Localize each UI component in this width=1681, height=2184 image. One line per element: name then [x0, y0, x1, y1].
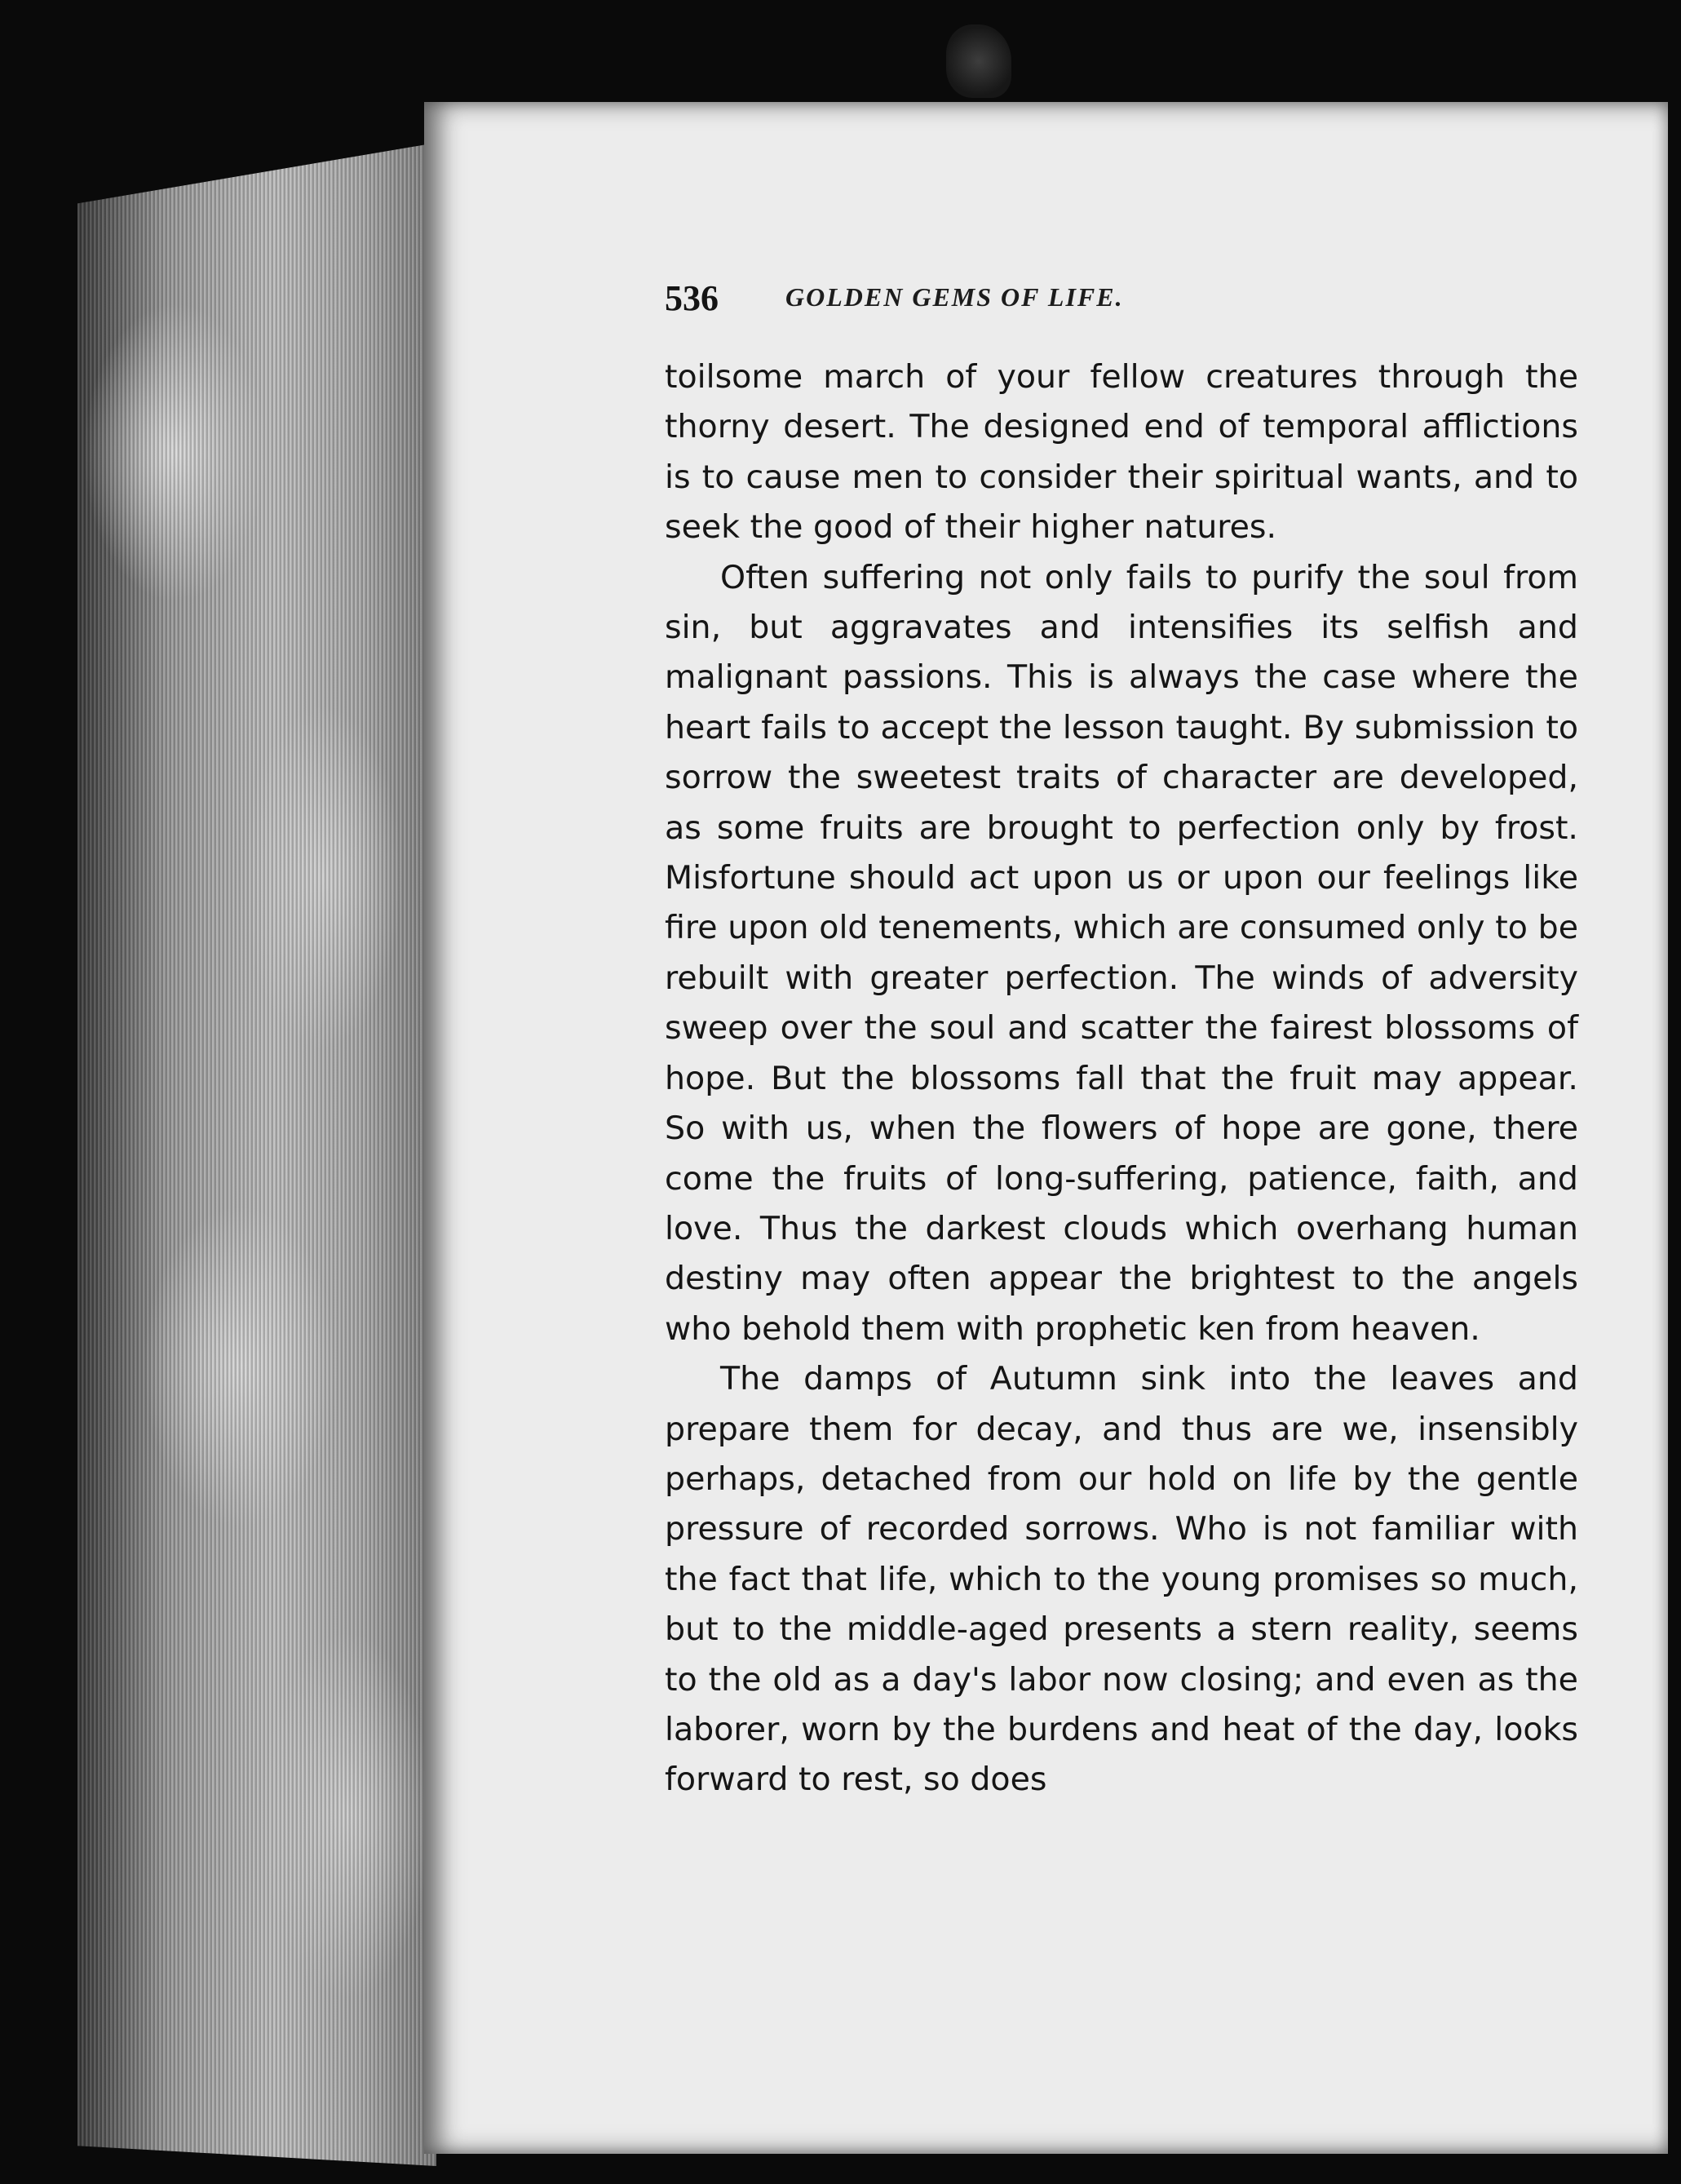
- book-page: [424, 102, 1668, 2154]
- paragraph: The damps of Autumn sink into the leaves and prepare them for decay, and thus are we, insensibly perhaps, detached from our hold on life by the gentle pressure of recorded sorrows. Who is not familiar with the fact that life, which to the young promises so much, but to the middle-aged presents a stern reality, seems to the old as a day's labor now closing; and even as the laborer, worn by the burdens and heat of the day, looks forward to rest, so does: [665, 1360, 1578, 1799]
- running-head: GOLDEN GEMS OF LIFE.: [785, 282, 1124, 312]
- binding-mark: [946, 24, 1011, 98]
- page-number: 536: [665, 278, 719, 318]
- paragraph: toilsome march of your fellow creatures through the thorny desert. The designed end of temporal afflictions is to cause men to consider their spiritual wants, and to seek the good of their higher natures.: [665, 358, 1578, 547]
- paragraph: Often suffering not only fails to purify the soul from sin, but aggravates and intensifies its selfish and malignant passions. This is always the case where the heart fails to accept the lesson taught. By submission to sorrow the sweetest traits of character are developed, as some fruits are brought to perfection only by frost. Misfortune should act upon us or upon our feelings like fire upon old tenements, which are consumed only to be rebuilt with greater perfection. The winds of adversity sweep over the soul and scatter the fairest blossoms of hope. But the blossoms fall that the fruit may appear. So with us, when the flowers of hope are gone, there come the fruits of long-suffering, patience, faith, and love. Thus the darkest clouds which overhang human destiny may often appear the brightest to the angels who behold them with prophetic ken from heaven.: [665, 558, 1578, 1348]
- book-page-edges: [77, 143, 436, 2166]
- body-text: [665, 352, 1578, 1805]
- page-header: [665, 277, 1603, 334]
